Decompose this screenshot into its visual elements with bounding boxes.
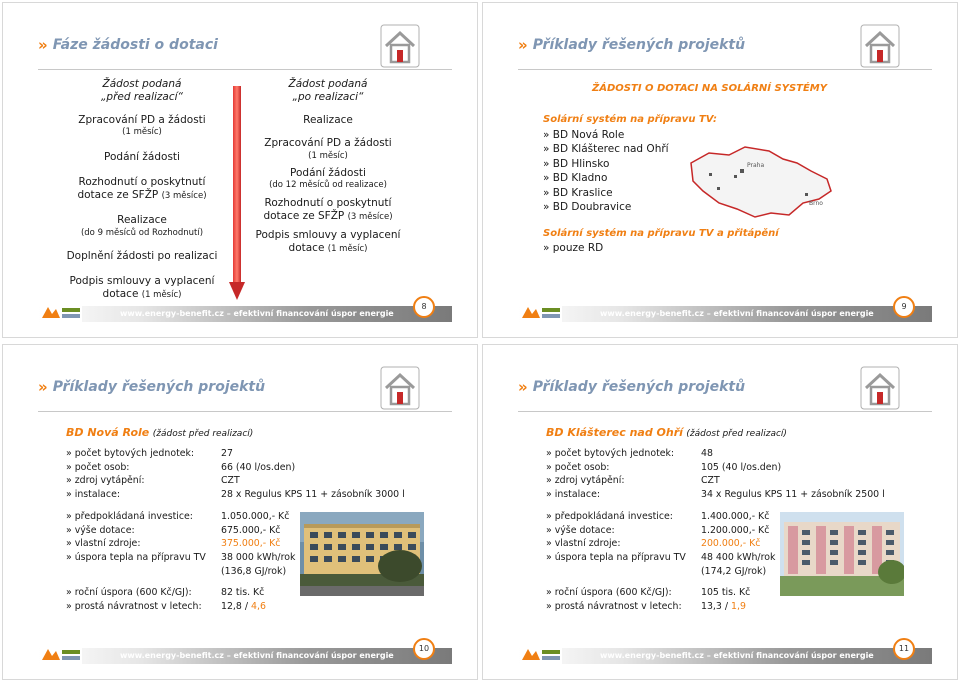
slide-header [38,378,265,396]
slide-title: Příklady řešených projektů [532,379,746,395]
house-logo-icon [380,366,420,410]
map-label-brno: Brno [809,200,823,207]
table-row: » prostá návratnost v letech: 12,8 / 4,6 [66,600,266,612]
page-number: 9 [893,296,915,318]
footer-url: www.energy-benefit.cz – efektivní financování úspor energie [120,309,394,318]
slide-header [518,378,745,396]
building-photo [300,512,424,596]
slide-11 [480,342,960,684]
before-realization-column [62,78,222,302]
energy-benefit-logo-icon [40,646,82,664]
table-row: » zdroj vytápění: CZT [66,475,240,487]
header-divider [518,411,932,412]
table-row: » předpokládaná investice: 1.050.000,- Kč [66,511,290,522]
section-heading: ŽÁDOSTI O DOTACI NA SOLÁRNÍ SYSTÉMY [592,83,827,94]
footer-url: www.energy-benefit.cz – efektivní financování úspor energie [600,651,874,660]
step: Realizace (do 9 měsíců od Rozhodnutí) [80,214,204,238]
table-row: » výše dotace: 675.000,- Kč [66,524,281,536]
step: Doplnění žádosti po realizaci [66,250,218,263]
step: Podání žádosti [104,151,180,163]
step: Zpracování PD a žádosti (1 měsíc) [78,114,206,138]
table-row: » instalace: 28 x Regulus KPS 11 + zásobník 3000 l [66,489,405,501]
project-finance [546,510,775,579]
energy-benefit-logo-icon [40,304,82,322]
table-row: » prostá návratnost v letech: 13,3 / 1,9 [546,600,746,612]
timeline-arrow-icon [229,86,245,300]
step: Realizace [303,114,353,127]
list-item: » BD Klášterec nad Ohří [543,143,669,155]
list-title: Solární systém na přípravu TV a přitápění [543,227,779,239]
table-row: » vlastní zdroje: 375.000,- Kč [66,538,281,550]
step: Podpis smlouvy a vyplacení dotace (1 měsíc) [69,275,215,301]
after-realization-column [248,78,408,255]
house-logo-icon [860,24,900,68]
step: Rozhodnutí o poskytnutí dotace ze SFŽP (3 měsíce) [263,196,393,222]
page-number: 8 [413,296,435,318]
slide-footer [518,638,932,666]
slide-footer [518,296,932,324]
slide-footer [38,296,452,324]
footer-url: www.energy-benefit.cz – efektivní financování úspor energie [600,309,874,318]
footer-url: www.energy-benefit.cz – efektivní financování úspor energie [120,651,394,660]
slide-header [518,36,745,54]
table-row: » roční úspora (600 Kč/GJ): 82 tis. Kč [66,587,265,598]
step: Podpis smlouvy a vyplacení dotace (1 měsíc) [255,229,401,255]
energy-benefit-logo-icon [520,304,562,322]
page-number: 11 [893,638,915,660]
table-row: (136,8 GJ/rok) [221,565,287,577]
column-heading: Žádost podaná „před realizací“ [100,78,183,104]
table-row: » počet bytových jednotek: 48 [546,448,713,459]
slide-title: Příklady řešených projektů [532,37,746,53]
step: Rozhodnutí o poskytnutí dotace ze SFŽP (3 měsíce) [77,176,207,202]
slide-title: Příklady řešených projektů [52,379,266,395]
table-row: » předpokládaná investice: 1.400.000,- Kč [546,511,770,522]
header-divider [38,411,452,412]
list-item: » BD Doubravice [543,201,632,213]
slide-footer [38,638,452,666]
project-returns [546,586,750,613]
table-row: » instalace: 34 x Regulus KPS 11 + zásobník 2500 l [546,489,885,501]
column-heading: Žádost podaná „po realizaci“ [288,78,368,104]
project-title: BD Klášterec nad Ohří (žádost před realizací) [546,426,787,439]
map-label-praha: Praha [747,162,765,169]
czech-map-icon [685,143,835,221]
double-chevron-icon: » [38,378,45,396]
list-item: » BD Hlinsko [543,157,610,170]
table-row: » počet osob: 105 (40 l/os.den) [546,461,782,473]
building-photo [780,512,904,596]
slide-header [38,36,218,54]
step: Zpracování PD a žádosti (1 měsíc) [264,137,392,161]
table-row: » počet osob: 66 (40 l/os.den) [66,461,296,473]
list-title: Solární systém na přípravu TV: [543,114,718,125]
list-item: » BD Kladno [543,172,608,184]
project-title: BD Nová Role (žádost před realizací) [66,426,254,439]
project-parameters [546,447,885,502]
slide-title: Fáze žádosti o dotaci [52,37,218,53]
project-finance [66,510,295,579]
table-row: » roční úspora (600 Kč/GJ): 105 tis. Kč [546,587,751,598]
step: Podání žádosti (do 12 měsíců od realizace) [269,167,387,191]
list-item: » BD Kraslice [543,186,613,199]
slide-8 [0,0,480,342]
page-number: 10 [413,638,435,660]
header-divider [518,69,932,70]
list-item: » pouze RD [543,242,604,254]
project-parameters [66,447,405,502]
project-returns [66,586,266,613]
table-row: » počet bytových jednotek: 27 [66,448,233,459]
energy-benefit-logo-icon [520,646,562,664]
header-divider [38,69,452,70]
double-chevron-icon: » [518,36,525,54]
table-row: (174,2 GJ/rok) [701,565,767,577]
double-chevron-icon: » [38,36,45,54]
table-row: » vlastní zdroje: 200.000,- Kč [546,538,761,550]
double-chevron-icon: » [518,378,525,396]
table-row: » výše dotace: 1.200.000,- Kč [546,524,770,536]
table-row: » úspora tepla na přípravu TV 38 000 kWh/rok [66,552,296,564]
table-row: » úspora tepla na přípravu TV 48 400 kWh/rok [546,552,776,564]
house-logo-icon [860,366,900,410]
slide-10 [0,342,480,684]
house-logo-icon [380,24,420,68]
slide-9 [480,0,960,342]
list-item: » BD Nová Role [543,128,625,141]
table-row: » zdroj vytápění: CZT [546,475,720,487]
